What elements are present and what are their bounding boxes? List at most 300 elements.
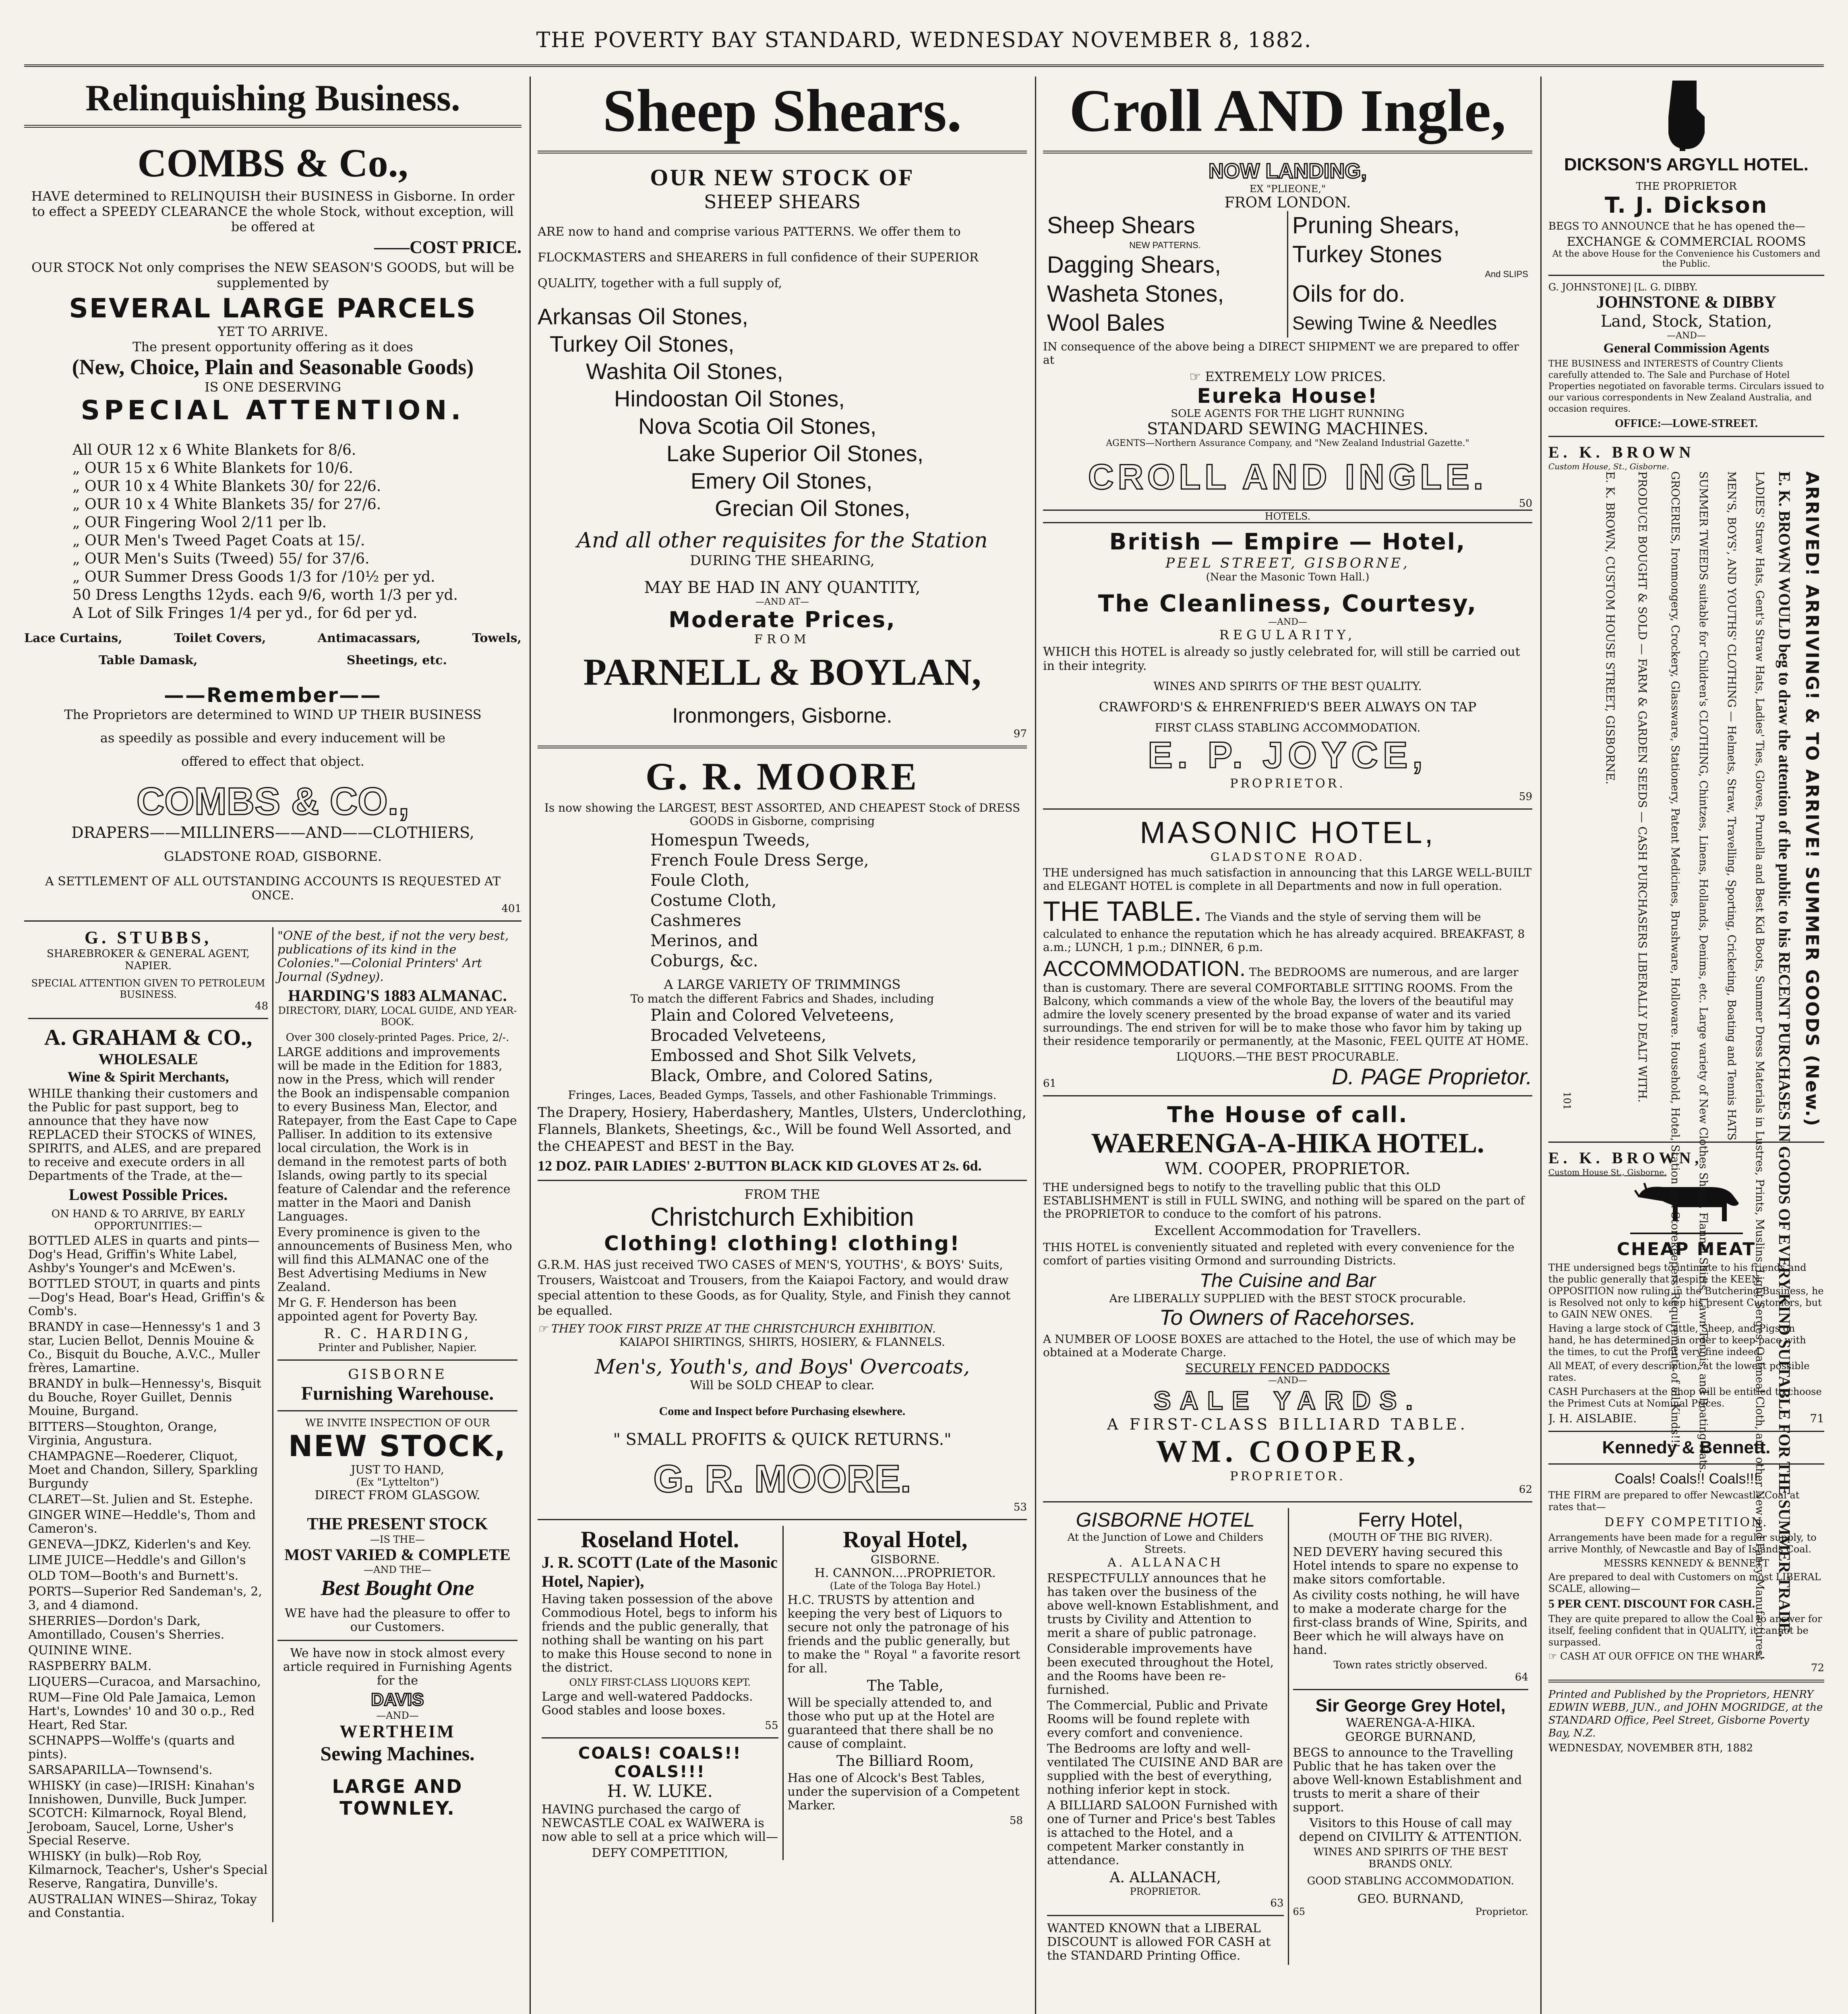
- ad-number: 58: [1009, 1815, 1023, 1827]
- furnishing-present: THE PRESENT STOCK: [307, 1515, 488, 1533]
- ferry-title: Ferry Hotel,: [1358, 1508, 1463, 1531]
- moore-drapery: The Drapery, Hosiery, Haberdashery, Mantles, Ulsters, Underclothing, Flannels, Blankets, Sheetings, &c., Will be found Well Assorted, and the CHEAPEST and BEST in the Bay.: [538, 1104, 1026, 1154]
- croll-goods-right: [1287, 211, 1532, 338]
- shears-quantity: MAY BE HAD IN ANY QUANTITY,: [644, 578, 921, 597]
- masonic-road: GLADSTONE ROAD.: [1211, 850, 1365, 864]
- list-item: LIQUERS—Curacoa, and Marsachino,: [28, 1675, 261, 1689]
- combs-parcels: SEVERAL LARGE PARCELS: [69, 293, 477, 324]
- croll-ex: EX "PLIEONE,": [1249, 183, 1326, 195]
- masonic-accommodation: [1043, 956, 1532, 1048]
- graham-hand: ON HAND & TO ARRIVE, BY EARLY OPPORTUNITIES:—: [51, 1208, 245, 1232]
- kennedy-title: Kennedy & Bennett.: [1602, 1438, 1771, 1457]
- ad-number: 65: [1293, 1906, 1306, 1917]
- list-item: GENEVA—JDKZ, Kiderlen's and Key.: [28, 1537, 252, 1552]
- kennedy-prepared: Are prepared to deal with Customers on most LIBERAL SCALE, allowing—: [1548, 1571, 1821, 1594]
- roseland-liquors: ONLY FIRST-CLASS LIQUORS KEPT.: [569, 1677, 751, 1688]
- stone-item: Arkansas Oil Stones,: [538, 304, 748, 329]
- dickson-title: DICKSON'S ARGYLL HOTEL.: [1564, 155, 1809, 174]
- masonic-title: MASONIC HOTEL,: [1140, 816, 1436, 850]
- list-item: „ OUR Fingering Wool 2/11 per lb.: [72, 514, 327, 531]
- kennedy-quoted: They are quite prepared to allow the Coal to answer for itself, feeling confident that in QUALITY, it cannot be surpassed.: [1548, 1613, 1822, 1648]
- ferry-sub: (MOUTH OF THE BIG RIVER).: [1329, 1531, 1493, 1544]
- list-item: „ OUR Men's Tweed Paget Coats at 15/.: [72, 533, 365, 549]
- extra-item: Towels,: [472, 631, 521, 645]
- kennedy-office-text: CASH AT OUR OFFICE ON THE WHARF.: [1560, 1651, 1763, 1662]
- shears-stock: OUR NEW STOCK OF: [650, 164, 915, 191]
- brown-vertical-3: LADIES' Straw Hats, Gent's Straw Hats, Ladies' Ties, Gloves, Prunella and Best Kid Boots, Summer Dress Materials in Lustres, Prints, Muslins, Light Serges, Oatmeal Cloth, and other New and Fancy Manufactures!: [1753, 471, 1766, 1660]
- hotels-near: (Near the Masonic Town Hall.): [1206, 571, 1370, 583]
- graham-prices: Lowest Possible Prices.: [68, 1185, 228, 1204]
- stubbs-note: SPECIAL ATTENTION GIVEN TO PETROLEUM BUSINESS.: [31, 978, 265, 1000]
- ferry-town: Town rates strictly observed.: [1333, 1659, 1488, 1671]
- johnstone-office: OFFICE:—LOWE-STREET.: [1615, 417, 1758, 430]
- moore-motto: " SMALL PROFITS & QUICK RETURNS.": [613, 1430, 952, 1449]
- croll-low: [1043, 369, 1532, 384]
- column-2: [538, 77, 1027, 2014]
- masonic-liquors: LIQUORS.—THE BEST PROCURABLE.: [1176, 1050, 1399, 1063]
- ad-number: 64: [1515, 1671, 1528, 1683]
- moore-items-2: [650, 1005, 1027, 1086]
- moore-fringes: Fringes, Laces, Beaded Gymps, Tassels, and other Fashionable Trimmings.: [568, 1088, 997, 1102]
- combs-remember-1: The Proprietors are determined to WIND UP THEIR BUSINESS: [64, 707, 482, 722]
- masonic-table-heading: THE TABLE.: [1043, 895, 1202, 927]
- goods-item: Oils for do.: [1292, 281, 1405, 307]
- furnishing-top: GISBORNE: [348, 1366, 447, 1382]
- list-item: Brocaded Velveteens,: [650, 1026, 826, 1045]
- masonic-table-text: The Viands and the style of serving them will be calculated to enhance the reputation which he has already acquired. BREAKFAST, 8 a.m.; LUNCH, 1 p.m.; DINNER, 6 p.m.: [1043, 910, 1525, 954]
- grey-place: WAERENGA-A-HIKA.: [1345, 1716, 1476, 1730]
- grey-visitors: Visitors to this House of call may depend on CIVILITY & ATTENTION.: [1299, 1816, 1522, 1844]
- list-item: French Foule Dress Serge,: [650, 851, 869, 870]
- brown-address: Custom House, St., Gisborne.: [1548, 462, 1669, 471]
- list-item: SHERRIES—Dordon's Dark, Amontillado, Cousen's Sherries.: [28, 1614, 225, 1642]
- list-item: Costume Cloth,: [650, 891, 777, 910]
- stone-item: Turkey Oil Stones,: [550, 331, 735, 356]
- meat-title: CHEAP MEAT: [1616, 1239, 1756, 1260]
- stone-item: Emery Oil Stones,: [691, 468, 873, 493]
- column-rule: [1540, 77, 1542, 2014]
- harding-sub: DIRECTORY, DIARY, LOCAL GUIDE, AND YEAR-BOOK.: [278, 1005, 517, 1028]
- wanted-known: WANTED KNOWN that a LIBERAL DISCOUNT is allowed FOR CASH at the STANDARD Printing Office.: [1047, 1921, 1271, 1963]
- brown-vertical-4: MEN'S, BOYS', AND YOUTHS' CLOTHING — Helmets, Straw, Travelling, Sporting, Cricketing, Boating and Tennis HATS: [1725, 471, 1738, 1141]
- croll-eureka: Eureka House!: [1197, 384, 1378, 408]
- croll-low-text: EXTREMELY LOW PRICES.: [1205, 369, 1386, 384]
- furnishing-new-stock: NEW STOCK,: [288, 1429, 507, 1463]
- combs-remember: ——Remember——: [164, 684, 382, 707]
- johnstone-firm: JOHNSTONE & DIBBY: [1596, 293, 1777, 312]
- hotels-label: HOTELS.: [1043, 510, 1532, 523]
- dickson-body: BEGS TO ANNOUNCE that he has opened the—: [1548, 220, 1806, 232]
- list-item: BRANDY in case—Hennessy's 1 and 3 star, Lucien Bellot, Dennis Mouine & Co., Bisquit du Bouche, A.V.C., Muller frères, Lamartine.: [28, 1320, 261, 1375]
- moore-prize: [538, 1322, 1027, 1335]
- masonic-table: [1043, 895, 1532, 954]
- grey-body: BEGS to announce to the Travelling Public that he has taken over the above Well-known Establishment and trusts to merit a share of their support.: [1293, 1746, 1522, 1815]
- brown-vertical-7: PRODUCE BOUGHT & SOLD — FARM & GARDEN SEEDS — CASH PURCHASERS LIBERALLY DEALT WITH.: [1636, 471, 1649, 1103]
- list-item: RUM—Fine Old Pale Jamaica, Lemon Hart's, Lowndes' 10 and 30 o.p., Red Heart, Red Star.: [28, 1691, 256, 1732]
- list-item: RASPBERRY BALM.: [28, 1659, 152, 1673]
- masonic-accom-heading: ACCOMMODATION.: [1043, 957, 1246, 981]
- shears-from: FROM: [754, 632, 810, 646]
- list-item: A Lot of Silk Fringes 1/4 per yd., for 6d per yd.: [72, 605, 418, 622]
- croll-firm: CROLL AND INGLE.: [1088, 457, 1488, 497]
- moore-gloves: 12 DOZ. PAIR LADIES' 2-BUTTON BLACK KID GLOVES AT 2s. 6d.: [538, 1158, 982, 1174]
- list-item: QUININE WINE.: [28, 1643, 132, 1658]
- combs-cost: ——COST PRICE.: [374, 237, 521, 257]
- waerenga-situated: THIS HOTEL is conveniently situated and repleted with every convenience for the comfort of parties visiting Ormond and surrounding Districts.: [1043, 1241, 1515, 1267]
- column-4: [1548, 77, 1824, 2014]
- moore-clothing: Clothing! clothing! clothing!: [604, 1232, 960, 1255]
- ad-number: 50: [1519, 497, 1532, 510]
- pointing-hand-down-icon: [1548, 77, 1824, 155]
- pointing-hand-icon: ☞: [1548, 1651, 1560, 1662]
- brown-vertical-8: E. K. BROWN, CUSTOM HOUSE STREET, GISBORNE.: [1604, 471, 1617, 785]
- croll-agents: SOLE AGENTS FOR THE LIGHT RUNNING: [1171, 408, 1405, 420]
- list-item: BOTTLED ALES in quarts and pints—Dog's Head, Griffin's White Label, Ashby's Younger's and McEwen's.: [28, 1234, 260, 1275]
- list-item: BOTTLED STOUT, in quarts and pints—Dog's Head, Boar's Head, Griffin's & Comb's.: [28, 1277, 265, 1318]
- brown-vertical-6: GROCERIES, Ironmongery, Crockery, Glassware, Stationery, Patent Medicines, Brushware, Holloware. Household, Hotel, Station and Storekeepers' Requirements of all Kinds!!!: [1669, 471, 1681, 1448]
- hotels-british: British — Empire — Hotel,: [1109, 529, 1466, 555]
- kennedy-office: [1548, 1651, 1824, 1662]
- moore-name: G. R. MOORE: [645, 755, 919, 798]
- gisborne-hotel-sig: A. ALLANACH,: [1109, 1869, 1221, 1886]
- furnishing-sewing: Sewing Machines.: [320, 1742, 475, 1765]
- combs-firm-2: COMBS & CO.,: [136, 780, 410, 823]
- ad-number: 62: [1519, 1484, 1532, 1496]
- shears-firm: PARNELL & BOYLAN,: [583, 651, 981, 693]
- waerenga-cuisine: The Cuisine and Bar: [1199, 1270, 1376, 1291]
- meat-body: THE undersigned begs to intimate to his friends and the public generally that despite the KEEN OPPOSITION now ruling in the Butchering Business, he is Resolved not only to keep his present Customers, but to GAIN NEW ONES.: [1548, 1262, 1824, 1320]
- roseland-jrs: J. R. SCOTT (Late of the Masonic Hotel, Napier),: [542, 1553, 778, 1590]
- moore-match: To match the different Fabrics and Shades, including: [630, 992, 934, 1005]
- combs-settlement: A SETTLEMENT OF ALL OUTSTANDING ACCOUNTS IS REQUESTED AT ONCE.: [45, 874, 501, 903]
- harding-body-3: Mr G. F. Henderson has been appointed agent for Poverty Bay.: [277, 1296, 478, 1324]
- cow-illustration: [1630, 1177, 1743, 1237]
- grey-name: GEORGE BURNAND,: [1345, 1730, 1476, 1744]
- brown-vertical-5: SUMMER TWEEDS suitable for Children's CLOTHING, Chintzes, Linens, Hollands, Denims, etc. Large variety of New Clothes Shirts, Flannel Shirts, Lawn Tennis, and Boating Hats.: [1697, 471, 1709, 1473]
- moore-overcoats: Men's, Youth's, and Boys' Overcoats,: [594, 1355, 970, 1378]
- kennedy-arrangements: Arrangements have been made for a regular supply, to arrive Monthly, of Newcastle and Bay of Islands Coal.: [1548, 1532, 1817, 1555]
- croll-assurance: AGENTS—Northern Assurance Company, and "New Zealand Industrial Gazette.": [1106, 438, 1469, 448]
- stubbs-role: SHAREBROKER & GENERAL AGENT, NAPIER.: [47, 948, 250, 972]
- brown-vertical-headline: ARRIVED! ARRIVING! & TO ARRIVE! SUMMER GOODS (New.): [1802, 471, 1822, 1127]
- masonic-page: D. PAGE Proprietor.: [1332, 1064, 1532, 1089]
- column-3: [1043, 77, 1532, 2014]
- furnishing-isthe: —IS THE—: [370, 1534, 425, 1545]
- pointing-hand-icon: ☞: [538, 1322, 552, 1335]
- hotels-stabling: FIRST CLASS STABLING ACCOMMODATION.: [1155, 721, 1421, 734]
- list-item: BRANDY in bulk—Hennessy's, Bisquit du Bouche, Royer Guillet, Dennis Mouine, Burgand.: [28, 1377, 261, 1418]
- meat-meat: All MEAT, of every description, at the lowest possible rates.: [1548, 1360, 1810, 1383]
- dickson-name: T. J. Dickson: [1604, 193, 1768, 218]
- harding-body-1: LARGE additions and improvements will be made in the Edition for 1883, now in the Press, which will render the Book an indispensable companion to every Business Man, Elector, and Ratepayer, from the East Cape to Cape Palliser. In addition to its extensive local circulation, the Work is in demand in the remotest parts of both Islands, owing partly to its special feature of Calendar and the reference matter in the Maori and Danish Languages.: [277, 1045, 517, 1224]
- list-item: WHISKY (in case)—IRISH: Kinahan's Innishowen, Dunville, Buck Jumper. SCOTCH: Kilmarnock, Royal Blend, Jeroboam, Saucel, Lorne, Usher's Special Reserve.: [28, 1779, 255, 1848]
- ad-number: 97: [1013, 728, 1027, 740]
- list-item: „ OUR Summer Dress Goods 1/3 for /10½ per yd.: [72, 569, 435, 585]
- combs-yet: YET TO ARRIVE.: [217, 324, 328, 339]
- column-1-lower: [24, 927, 521, 1922]
- royal-table: The Table,: [867, 1678, 944, 1694]
- hotels-peel: PEEL STREET, GISBORNE,: [1165, 555, 1410, 571]
- shears-body: ARE now to hand and comprise various PATTERNS. We offer them to FLOCKMASTERS and SHEARERS in full confidence of their SUPERIOR QUALITY, together with a full supply of,: [538, 225, 979, 290]
- extra-item: Table Damask,: [99, 653, 198, 667]
- furnishing-invite: WE INVITE INSPECTION OF OUR: [305, 1417, 490, 1429]
- list-item: Plain and Colored Velveteens,: [650, 1006, 894, 1025]
- ad-number: 63: [1270, 1897, 1284, 1909]
- waerenga-cooper: WM. COOPER,: [1156, 1434, 1420, 1469]
- list-item: SCHNAPPS—Wolffe's (quarts and pints).: [28, 1734, 235, 1761]
- moore-inspect: Come and Inspect before Purchasing elsewhere.: [659, 1405, 906, 1418]
- croll-shipment: IN consequence of the above being a DIRECT SHIPMENT we are prepared to offer at: [1043, 340, 1519, 367]
- list-item: OLD TOM—Booth's and Burnett's.: [28, 1569, 239, 1583]
- extra-item: Antimacassars,: [317, 631, 421, 645]
- moore-intro: Is now showing the LARGEST, BEST ASSORTED, AND CHEAPEST Stock of DRESS GOODS in Gisborne, comprising: [544, 801, 1020, 828]
- furnishing-just: JUST TO HAND,: [351, 1463, 444, 1476]
- goods-item: Pruning Shears,: [1292, 212, 1460, 238]
- combs-headline: Relinquishing Business.: [85, 77, 460, 118]
- list-item: „ OUR Men's Suits (Tweed) 55/ for 37/6.: [72, 551, 370, 567]
- list-item: Homespun Tweeds,: [650, 831, 810, 850]
- column-2-bottom: [538, 1526, 1027, 1860]
- waerenga-supplied: Are LIBERALLY SUPPLIED with the BEST STOCK procurable.: [1109, 1292, 1466, 1305]
- column-2-bottom-right: [782, 1526, 1027, 1860]
- moore-items: [650, 830, 1027, 971]
- stone-item: Washita Oil Stones,: [586, 358, 783, 384]
- combs-extras-2: [24, 653, 521, 667]
- furnishing-ex: (Ex "Lyttelton"): [356, 1476, 439, 1488]
- list-item: Black, Ombre, and Colored Satins,: [650, 1067, 933, 1085]
- kennedy-coals: Coals! Coals!! Coals!!!: [1614, 1470, 1758, 1487]
- stone-item: Lake Superior Oil Stones,: [666, 441, 924, 466]
- johnstone-and: —AND—: [1667, 331, 1706, 341]
- stone-item: Grecian Oil Stones,: [715, 495, 911, 521]
- grey-wines: WINES AND SPIRITS OF THE BEST BRANDS ONLY.: [1313, 1846, 1508, 1870]
- croll-landing: NOW LANDING,: [1209, 160, 1367, 183]
- ad-number: 101: [1561, 1092, 1573, 1110]
- masonic-accom-text: The BEDROOMS are numerous, and are larger than is customary. There are several COMFORTABLE SITTING ROOMS. From the Balcony, which commands a view of the whole Bay, the lovers of the beautiful may admire the lovely scenery presented by the broad expanse of water and its varied surroundings. The end striven for will be to make those who favor him by taking up their residence temporarily or permanently, at the Masonic, FEEL QUITE AT HOME.: [1043, 966, 1529, 1048]
- goods-item: Sheep Shears: [1047, 212, 1195, 238]
- moore-grm: G.R.M. HAS just received TWO CASES of MEN'S, YOUTHS', & BOYS' Suits, Trousers, Waistcoat and Trousers, from the Kaiapoi Factory, and would draw special attention to these Goods, as for Quality, Style, and Finish they cannot be equalled.: [538, 1258, 1011, 1318]
- hotels-body: WHICH this HOTEL is already so justly celebrated for, will still be carried out in their integrity.: [1043, 645, 1520, 673]
- list-item: AUSTRALIAN WINES—Shiraz, Tokay and Constantia.: [28, 1892, 257, 1920]
- furnishing-most: MOST VARIED & COMPLETE: [284, 1546, 511, 1564]
- royal-table-body: Will be specially attended to, and those who put up at the Hotel are guaranteed that there shall be no cause of complaint.: [787, 1696, 995, 1751]
- moore-prize-text: THEY TOOK FIRST PRIZE AT THE CHRISTCHURCH EXHIBITION.: [551, 1322, 936, 1335]
- gisborne-hotel-bedrooms: The Bedrooms are lofty and well-ventilated The CUISINE AND BAR are supplied with the best of everything, nothing inferior kept in stock.: [1047, 1742, 1283, 1797]
- list-item: Merinos, and: [650, 932, 758, 950]
- croll-goods: [1043, 211, 1532, 338]
- goods-item: Turkey Stones: [1292, 241, 1442, 267]
- gisborne-hotel-improve: Considerable improvements have been executed throughout the Hotel, and the Rooms have been re-furnished.: [1047, 1642, 1274, 1697]
- kennedy-firm: THE FIRM are prepared to offer Newcastle Coal at rates that—: [1548, 1490, 1800, 1513]
- meat-cattle: Having a large stock of Cattle, Sheep, and Pigs on hand, he has determined, in order to keep pace with the times, to cut the Profit very fine indeed.: [1548, 1323, 1806, 1357]
- grey-footer: [1293, 1906, 1529, 1917]
- waerenga-fenced: SECURELY FENCED PADDOCKS: [1185, 1361, 1390, 1376]
- list-item: All OUR 12 x 6 White Blankets for 8/6.: [72, 442, 356, 458]
- column-1-lower-left: [24, 927, 272, 1922]
- waerenga-racehorses: To Owners of Racehorses.: [1159, 1305, 1416, 1330]
- combs-deserving: IS ONE DESERVING: [204, 379, 341, 395]
- luke-defy: DEFY COMPETITION,: [592, 1846, 728, 1860]
- stone-item: Hindoostan Oil Stones,: [614, 386, 845, 411]
- ad-number: 72: [1811, 1662, 1824, 1674]
- waerenga-body: THE undersigned begs to notify to the travelling public that this OLD ESTABLISHMENT is still in FULL SWING, and nothing will be spared on the part of the PROPRIETOR to conduce to the comfort of his patrons.: [1043, 1181, 1525, 1220]
- hotels-cleanliness: The Cleanliness, Courtesy,: [1098, 590, 1478, 617]
- list-item: „ OUR 10 x 4 White Blankets 30/ for 22/6.: [72, 478, 381, 495]
- waerenga-title: WAERENGA-A-HIKA HOTEL.: [1091, 1128, 1484, 1159]
- shears-headline: Sheep Shears.: [602, 77, 962, 144]
- hand-icon-graphic: [1660, 77, 1713, 153]
- brown-name: E. K. BROWN: [1548, 443, 1695, 461]
- royal-body: H.C. TRUSTS by attention and keeping the very best of Liquors to secure not only the patronage of his friends and the public generally, but to make the " Royal " a favorite resort for all.: [787, 1593, 1020, 1676]
- hotels-wines: WINES AND SPIRITS OF THE BEST QUALITY.: [1153, 680, 1422, 693]
- masonic-body: THE undersigned has much satisfaction in announcing that this LARGE WELL-BUILT and ELEGANT HOTEL is complete in all Departments and now in full operation.: [1043, 866, 1532, 893]
- imprint: Printed and Published by the Proprietors, HENRY EDWIN WEBB, JUN., and JOHN MOGRIDGE, at the STANDARD Office, Peel Street, Gisborne Poverty Bay, N.Z.: [1548, 1689, 1823, 1739]
- combs-stock: OUR STOCK Not only comprises the NEW SEASON'S GOODS, but will be supplemented by: [31, 260, 514, 290]
- moore-kaiapoi: KAIAPOI SHIRTINGS, SHIRTS, HOSIERY, & FLANNELS.: [619, 1335, 945, 1349]
- ferry-civility: As civility costs nothing, he will have to make a moderate charge for the first-class brands of Wine, Spirits, and Beer which he will always have on hand.: [1293, 1588, 1527, 1657]
- graham-name: A. GRAHAM & CO.,: [44, 1025, 252, 1050]
- graham-wholesale: WHOLESALE: [98, 1051, 198, 1068]
- brown-sig-2: Custom House St., Gisborne.: [1548, 1167, 1667, 1177]
- ad-number: 71: [1810, 1412, 1824, 1425]
- grey-sig: GEO. BURNAND,: [1357, 1892, 1464, 1906]
- royal-late: (Late of the Tologa Bay Hotel.): [830, 1580, 981, 1591]
- roseland-body: Having taken possession of the above Commodious Hotel, begs to inform his friends and the public generally, that nothing shall be wanting on his part to make this House second to none in the district.: [542, 1592, 778, 1675]
- graham-trade: Wine & Spirit Merchants,: [67, 1069, 229, 1085]
- hotels-proprietor: PROPRIETOR.: [1230, 777, 1345, 791]
- list-item: Foule Cloth,: [650, 871, 750, 890]
- gisborne-hotel-saloon: A BILLIARD SALOON Furnished with one of Turner and Price's best Tables is attached to the Hotel, and a competent Marker constantly in attendance.: [1047, 1799, 1278, 1867]
- goods-note: And SLIPS: [1485, 269, 1528, 279]
- gisborne-hotel-rooms: The Commercial, Public and Private Rooms will be found replete with every comfort and convenience.: [1047, 1699, 1268, 1740]
- ad-number: 48: [255, 1000, 268, 1012]
- column-1-lower-right: [272, 927, 521, 1922]
- hotels-crawford: CRAWFORD'S & EHRENFRIED'S BEER ALWAYS ON TAP: [1099, 699, 1477, 715]
- shears-requisites: And all other requisites for the Station: [577, 528, 988, 553]
- list-item: SARSAPARILLA—Townsend's.: [28, 1763, 213, 1777]
- list-item: BITTERS—Stoughton, Orange, Virginia, Angustura.: [28, 1420, 217, 1448]
- ad-number: 53: [1013, 1501, 1027, 1513]
- dickson-prop: THE PROPRIETOR: [1636, 180, 1737, 193]
- furnishing-best: Best Bought One: [321, 1576, 474, 1600]
- ad-number: 61: [1043, 1077, 1057, 1090]
- harding-sig-2: Printer and Publisher, Napier.: [318, 1342, 477, 1354]
- ad-number: 59: [1519, 791, 1532, 803]
- gisborne-hotel-body: RESPECTFULLY announces that he has taken over the business of the above well-known Establishment, and trusts by Civility and Attention to merit a share of public patronage.: [1047, 1571, 1279, 1640]
- waerenga-prop: WM. COOPER, PROPRIETOR.: [1165, 1160, 1411, 1178]
- croll-headline: Croll AND Ingle,: [1069, 77, 1506, 144]
- list-item: CLARET—St. Julien and St. Estephe.: [28, 1492, 253, 1506]
- ad-number: 401: [501, 903, 521, 915]
- goods-item: Wool Bales: [1047, 310, 1165, 336]
- waerenga-boxes: A NUMBER OF LOOSE BOXES are attached to the Hotel, the use of which may be obtained at a Moderate Charge.: [1043, 1332, 1516, 1359]
- list-item: „ OUR 10 x 4 White Blankets 35/ for 27/6.: [72, 496, 381, 513]
- furnishing-andthe: —AND THE—: [364, 1564, 431, 1575]
- waerenga-saleyards: SALE YARDS.: [1153, 1386, 1422, 1415]
- furnishing-agents: We have now in stock almost every article required in Furnishing Agents for the: [283, 1646, 512, 1688]
- kennedy-discount: 5 PER CENT. DISCOUNT FOR CASH.: [1548, 1597, 1755, 1610]
- goods-item: Sewing Twine & Needles: [1292, 313, 1497, 334]
- hotels-joyce: E. P. JOYCE,: [1148, 735, 1428, 776]
- column-rule: [1035, 77, 1036, 2014]
- list-item: Embossed and Shot Silk Velvets,: [650, 1046, 917, 1065]
- royal-billiard-body: Has one of Alcock's Best Tables, under the supervision of a Competent Marker.: [787, 1771, 1020, 1813]
- grey-stabling: GOOD STABLING ACCOMMODATION.: [1307, 1875, 1514, 1887]
- brown-sig: E. K. BROWN,: [1548, 1149, 1703, 1167]
- ad-number: 55: [765, 1720, 778, 1732]
- column-rule: [530, 77, 531, 2014]
- dickson-rooms: EXCHANGE & COMMERCIAL ROOMS: [1567, 235, 1806, 249]
- waerenga-call: The House of call.: [1167, 1102, 1408, 1127]
- kennedy-defy: DEFY COMPETITION.: [1604, 1515, 1768, 1529]
- ferry-body: NED DEVERY having secured this Hotel intends to spare no expense to make sitors comfortable.: [1293, 1545, 1519, 1587]
- grey-title: Sir George Grey Hotel,: [1315, 1696, 1506, 1716]
- column-1: [24, 77, 521, 2014]
- shears-during: DURING THE SHEARING,: [690, 553, 875, 569]
- waerenga-proprietor: PROPRIETOR.: [1230, 1469, 1345, 1484]
- moore-exhibition: Christchurch Exhibition: [650, 1202, 914, 1231]
- shears-ironmongers: Ironmongers, Gisborne.: [672, 704, 892, 727]
- stubbs-name: G. STUBBS,: [85, 928, 212, 947]
- waerenga-billiard: A FIRST-CLASS BILLIARD TABLE.: [1107, 1415, 1468, 1433]
- combs-extras: [24, 631, 521, 645]
- johnstone-body: THE BUSINESS and INTERESTS of Country Clients carefully attended to. The Sale and Purchase of Hotel Properties negotiated on favorable terms. Circulars issued to our various correspondents in New Zealand Australia, and occasion requires.: [1548, 359, 1824, 414]
- graham-body: WHILE thanking their customers and the Public for past support, beg to announce that they have now REPLACED their STOCKS of WINES, SPIRITS, and ALES, and are prepared to receive and execute orders in all Departments of the Trade, at the—: [28, 1087, 261, 1183]
- goods-item: Dagging Shears,: [1047, 252, 1221, 278]
- royal-title: Royal Hotel,: [843, 1526, 968, 1552]
- croll-from: FROM LONDON.: [1224, 195, 1351, 211]
- combs-remember-2: as speedily as possible and every inducement will be: [100, 730, 446, 746]
- furnishing-and: —AND—: [376, 1710, 419, 1721]
- furnishing-firm: LARGE AND TOWNLEY.: [332, 1776, 463, 1819]
- column-3-bottom-right: [1288, 1508, 1533, 1965]
- harding-quote: "ONE of the best, if not the very best, publications of its kind in the Colonies."—Colonial Printers' Art Journal (Sydney).: [277, 929, 509, 984]
- goods-item: Washeta Stones,: [1047, 281, 1224, 307]
- combs-special: SPECIAL ATTENTION.: [81, 395, 465, 426]
- meat-sig: J. H. AISLABIE.: [1548, 1412, 1637, 1425]
- waerenga-and: —AND—: [1268, 1376, 1307, 1386]
- moore-name-2: G. R. MOORE.: [653, 1457, 911, 1500]
- grey-prop: Proprietor.: [1475, 1906, 1528, 1917]
- column-3-bottom: [1043, 1508, 1532, 1965]
- masthead: THE POVERTY BAY STANDARD, WEDNESDAY NOVEMBER 8, 1882.: [24, 16, 1824, 67]
- gisborne-hotel-name: A. ALLANACH: [1107, 1556, 1223, 1570]
- combs-intro: HAVE determined to RELINQUISH their BUSINESS in Gisborne. In order to effect a SPEEDY CLEARANCE the whole Stock, without exception, will be offered at: [31, 189, 515, 234]
- meat-cash: CASH Purchasers at the Shop will be entitled to choose the Primest Cuts at Nominal Prices.: [1548, 1386, 1822, 1409]
- shears-stones: [538, 303, 1027, 522]
- johnstone-names: G. JOHNSTONE] [L. G. DIBBY.: [1548, 282, 1698, 293]
- list-item: LIME JUICE—Heddle's and Gillon's: [28, 1553, 246, 1567]
- extra-item: Lace Curtains,: [24, 631, 122, 645]
- hotels-and: —AND—: [1268, 617, 1307, 627]
- furnishing-davis: DAVIS: [371, 1690, 424, 1709]
- royal-billiard: The Billiard Room,: [836, 1753, 974, 1770]
- column-3-bottom-left: [1043, 1508, 1288, 1965]
- list-item: Cashmeres: [650, 912, 741, 930]
- gisborne-hotel-prop: PROPRIETOR.: [1130, 1886, 1201, 1897]
- roseland-paddocks: Large and well-watered Paddocks. Good stables and loose boxes.: [542, 1690, 753, 1718]
- combs-trades: DRAPERS——MILLINERS——AND——CLOTHIERS,: [71, 824, 474, 841]
- list-item: GINGER WINE—Heddle's, Thom and Cameron's.: [28, 1508, 256, 1536]
- brown-header: [1548, 443, 1824, 462]
- list-item: WHISKY (in bulk)—Rob Roy, Kilmarnock, Teacher's, Usher's Special Reserve, Rangatira, Dunville's.: [28, 1849, 268, 1891]
- gisborne-hotel-title: GISBORNE HOTEL: [1076, 1508, 1255, 1531]
- waerenga-excellent: Excellent Accommodation for Travellers.: [1154, 1223, 1421, 1238]
- combs-items: [24, 442, 521, 622]
- furnishing-pleasure: WE have had the pleasure to offer to our Customers.: [285, 1606, 510, 1634]
- moore-trimmings: A LARGE VARIETY OF TRIMMINGS: [664, 977, 901, 992]
- combs-goods: (New, Choice, Plain and Seasonable Goods): [72, 355, 474, 379]
